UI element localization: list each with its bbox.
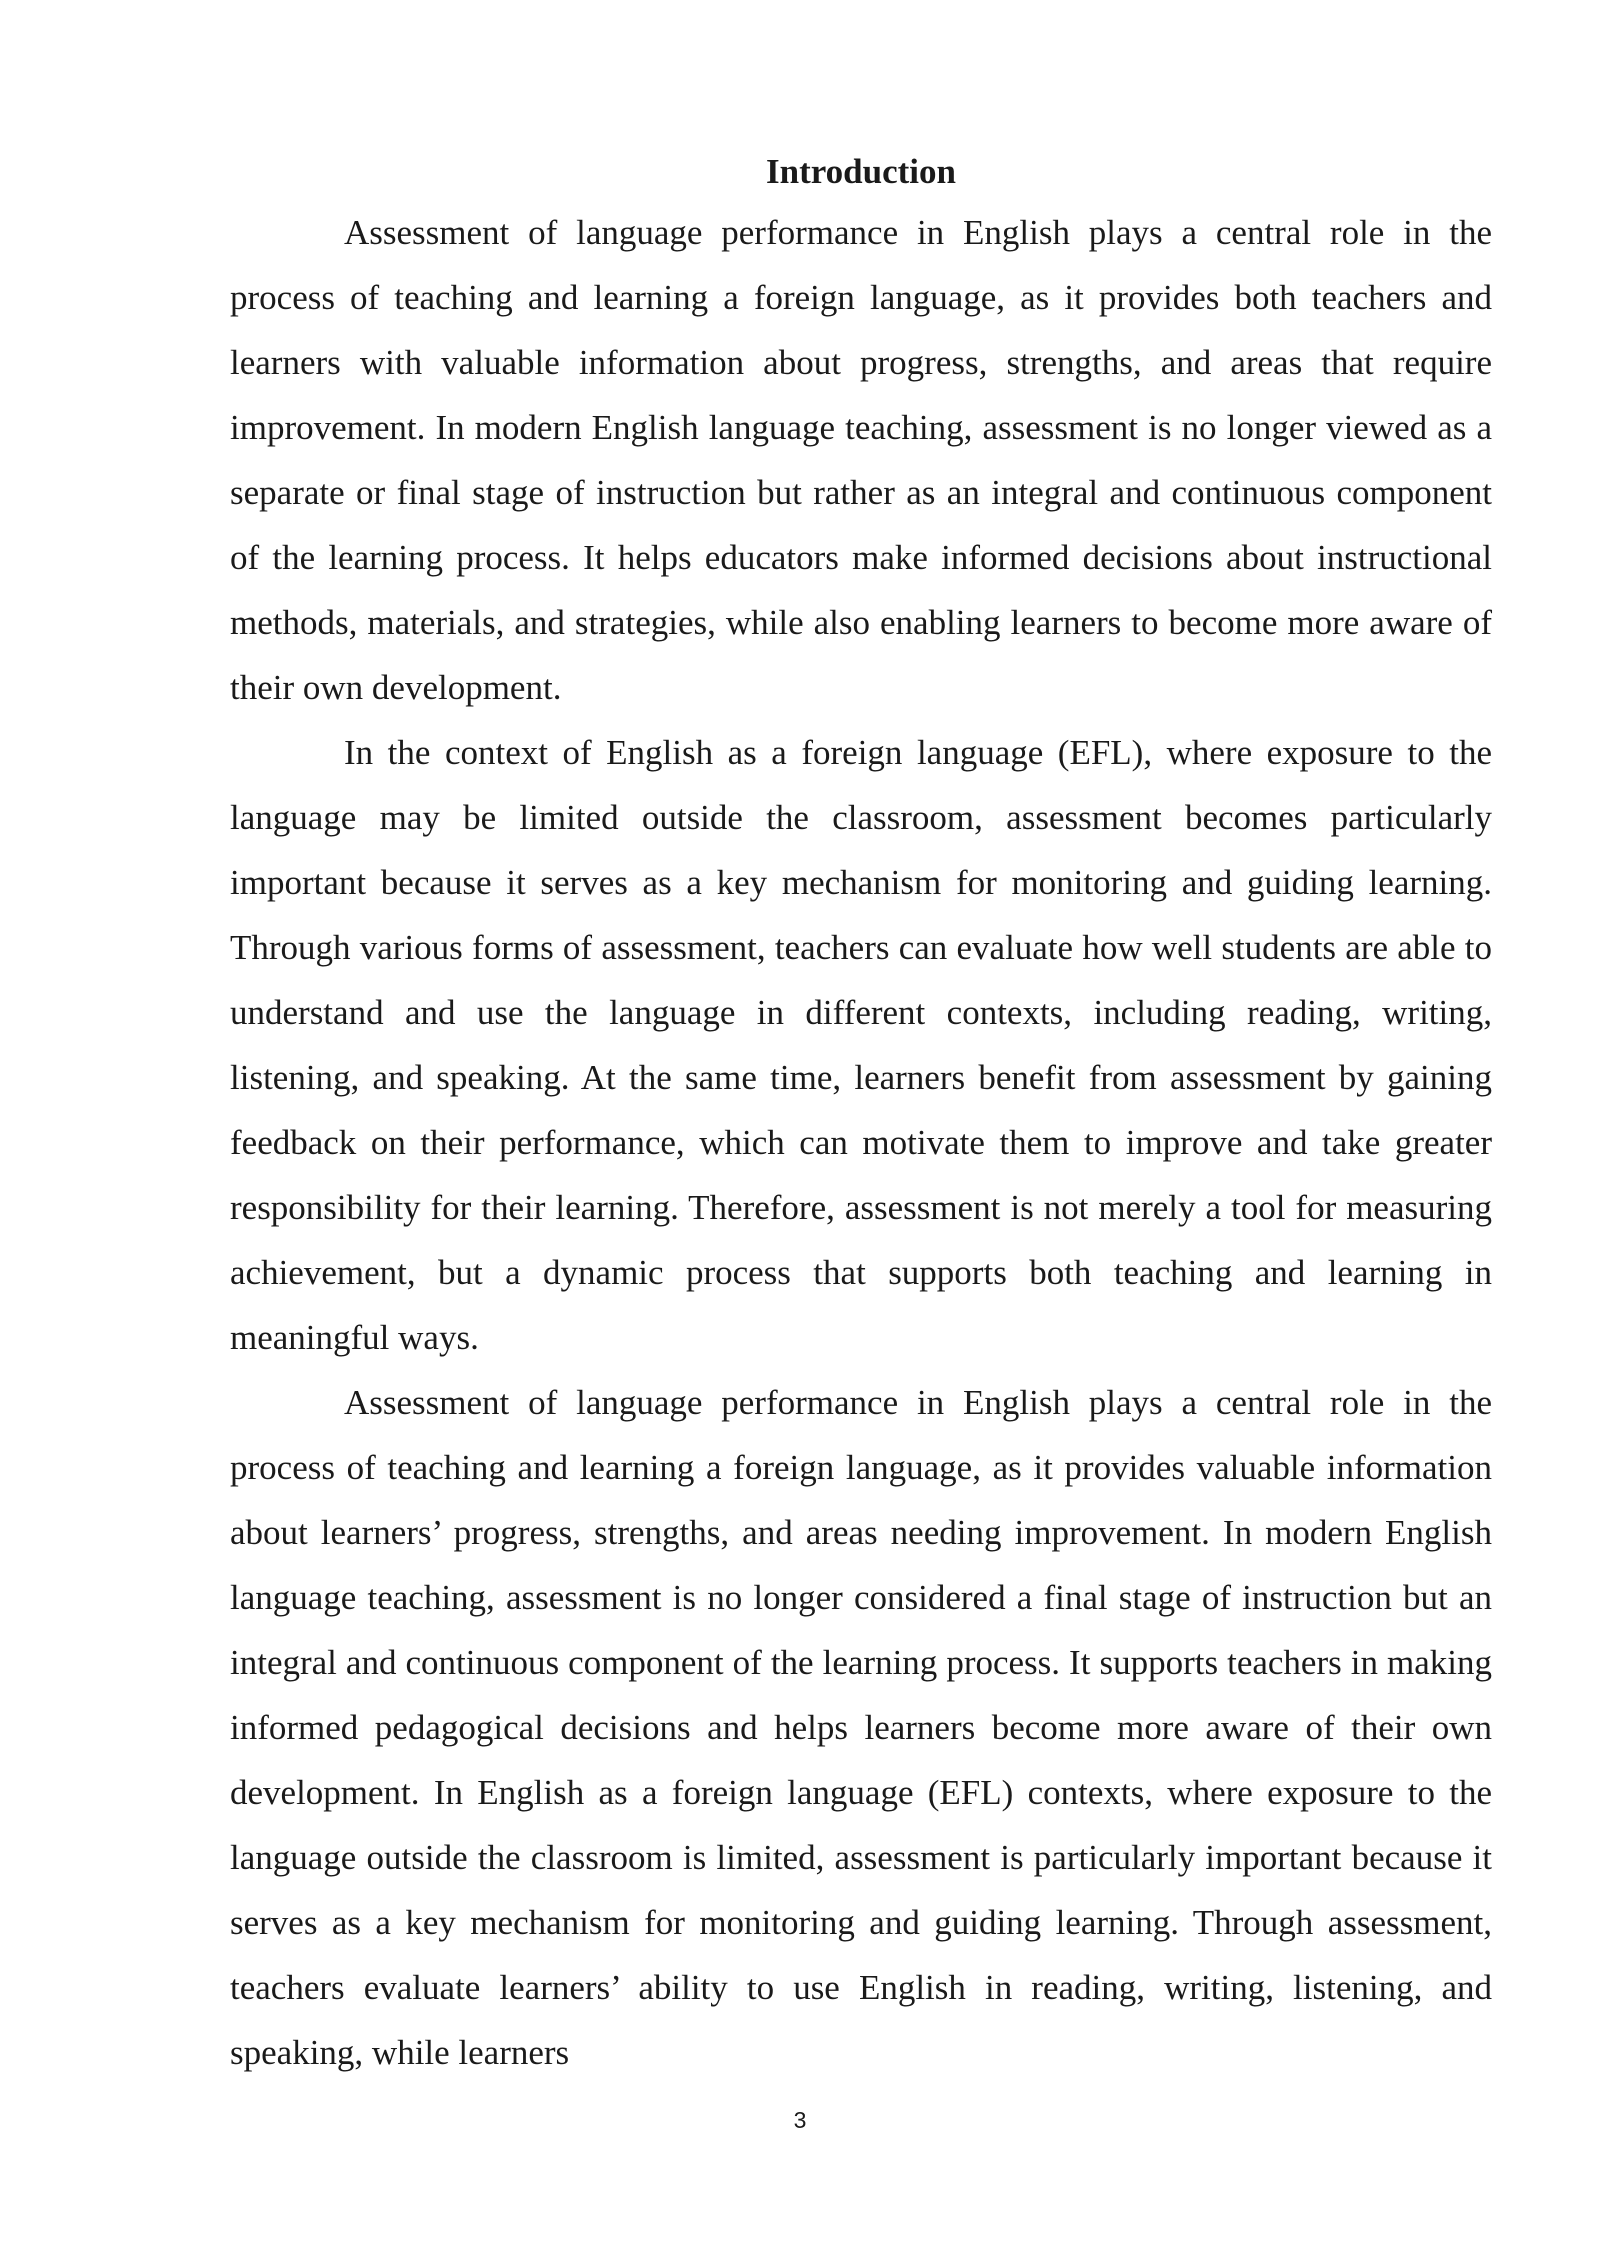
page-body	[230, 150, 1492, 2085]
page-number: 3	[793, 2107, 807, 2133]
paragraph-2: In the context of English as a foreign language (EFL), where exposure to the language may be limited outside the classroom, assessment becomes particularly important because it serves as a key mechanism for monitoring and guiding learning. Through various forms of assessment, teachers can evaluate how well students are able to understand and use the language in different contexts, including reading, writing, listening, and speaking. At the same time, learners benefit from assessment by gaining feedback on their performance, which can motivate them to improve and take greater responsibility for their learning. Therefore, assessment is not merely a tool for measuring achievement, but a dynamic process that supports both teaching and learning in meaningful ways.	[230, 733, 1492, 1357]
paragraph-3: Assessment of language performance in English plays a central role in the process of teaching and learning a foreign language, as it provides valuable information about learners’ progress, strengths, and areas needing improvement. In modern English language teaching, assessment is no longer considered a final stage of instruction but an integral and continuous component of the learning process. It supports teachers in making informed pedagogical decisions and helps learners become more aware of their own development. In English as a foreign language (EFL) contexts, where exposure to the language outside the classroom is limited, assessment is particularly important because it serves as a key mechanism for monitoring and guiding learning. Through assessment, teachers evaluate learners’ ability to use English in reading, writing, listening, and speaking, while learners	[230, 1383, 1492, 2072]
paragraph-1: Assessment of language performance in English plays a central role in the process of teaching and learning a foreign language, as it provides both teachers and learners with valuable information about progress, strengths, and areas that require improvement. In modern English language teaching, assessment is no longer viewed as a separate or final stage of instruction but rather as an integral and continuous component of the learning process. It helps educators make informed decisions about instructional methods, materials, and strategies, while also enabling learners to become more aware of their own development.	[230, 213, 1492, 707]
section-heading: Introduction	[766, 152, 956, 191]
